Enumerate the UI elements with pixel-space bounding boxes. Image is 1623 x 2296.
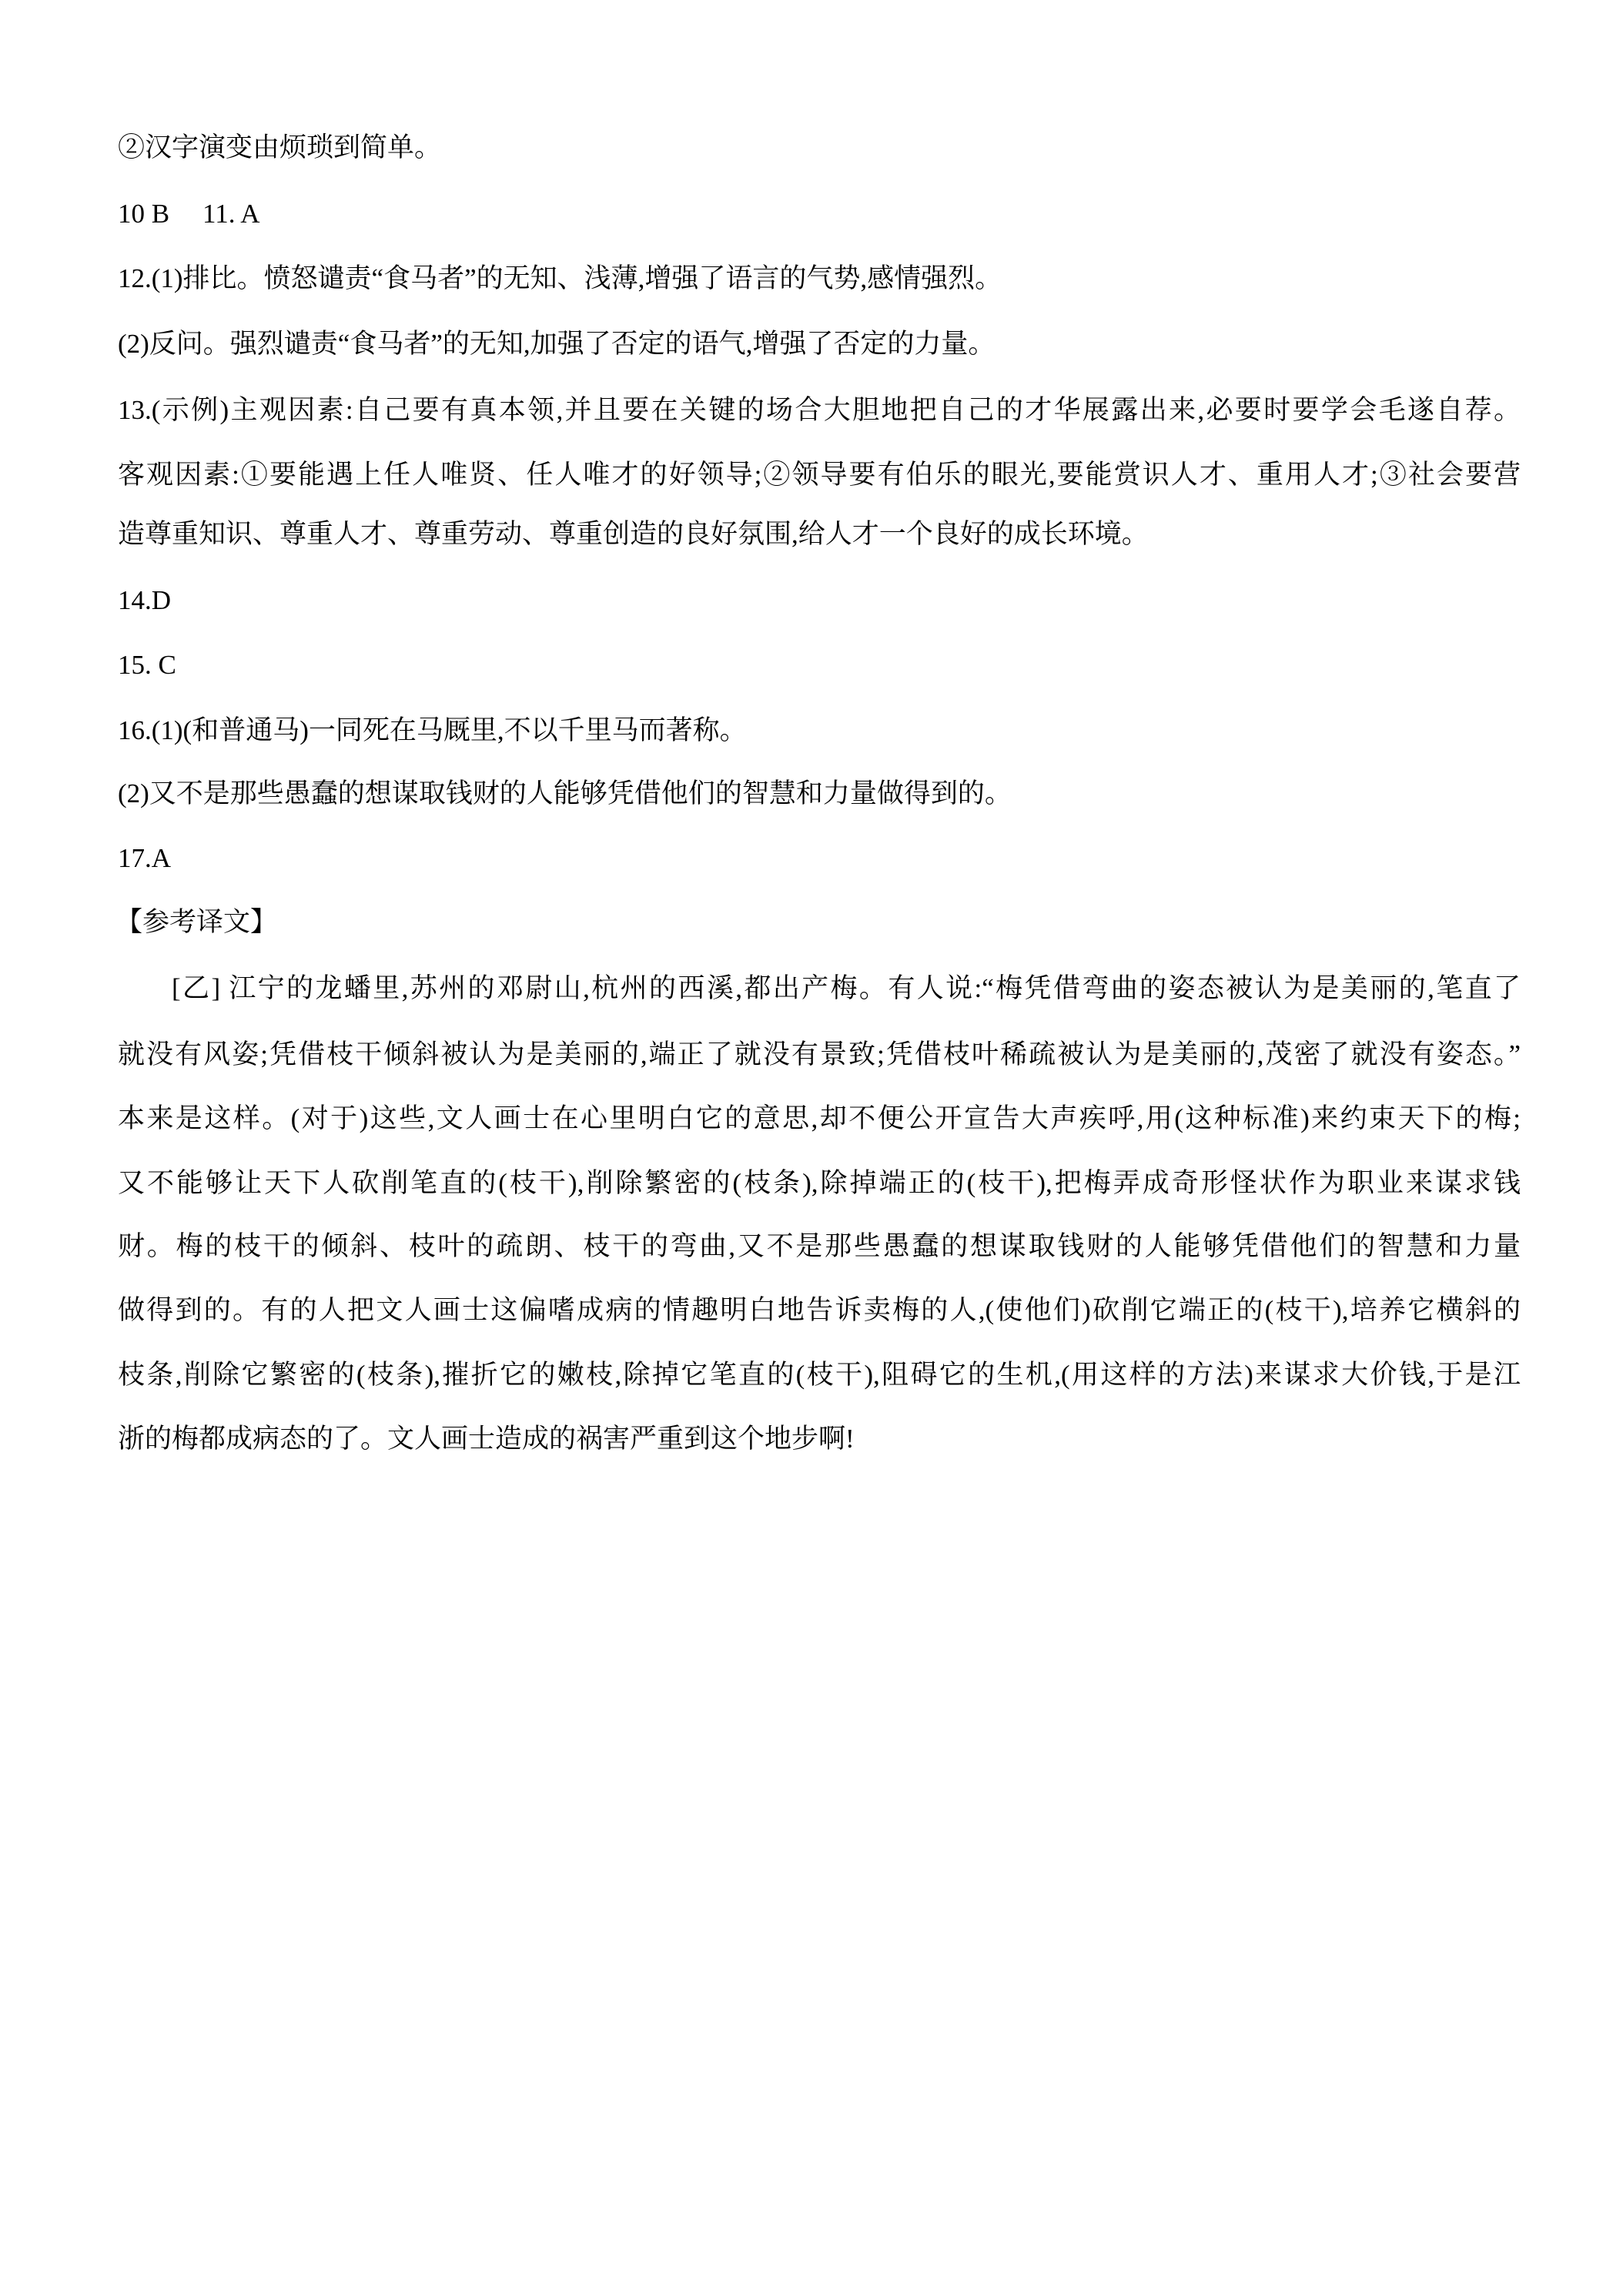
- translation-line: 财。梅的枝干的倾斜、枝叶的疏朗、枝干的弯曲,又不是那些愚蠢的想谋取钱财的人能够凭借他们的智慧和力量: [118, 1231, 1521, 1261]
- answer-10-11-line: [118, 196, 1521, 232]
- answer-carryover-line: ②汉字演变由烦琐到简单。: [118, 132, 442, 162]
- answer-16-1: 16.(1)(和普通马)一同死在马厩里,不以千里马而著称。: [118, 715, 747, 745]
- answer-13-line-3: 造尊重知识、尊重人才、尊重劳动、尊重创造的良好氛围,给人才一个良好的成长环境。: [118, 519, 1149, 549]
- translation-line: 做得到的。有的人把文人画士这偏嗜成病的情趣明白地告诉卖梅的人,(使他们)砍削它端正的(枝干),培养它横斜的: [118, 1295, 1521, 1325]
- translation-line: 本来是这样。(对于)这些,文人画士在心里明白它的意思,却不便公开宣告大声疾呼,用(这种标准)来约束天下的梅;: [118, 1103, 1521, 1133]
- translation-line: 就没有风姿;凭借枝干倾斜被认为是美丽的,端正了就没有景致;凭借枝叶稀疏被认为是美丽的,茂密了就没有姿态。”: [118, 1039, 1521, 1069]
- answer-17: 17.A: [118, 843, 172, 873]
- answer-15: 15. C: [118, 650, 176, 680]
- answer-13-line-1: 13.(示例)主观因素:自己要有真本领,并且要在关键的场合大胆地把自己的才华展露出来,必要时要学会毛遂自荐。: [118, 395, 1521, 425]
- answer-14: 14.D: [118, 585, 172, 615]
- answer-12-2: (2)反问。强烈谴责“食马者”的无知,加强了否定的语气,增强了否定的力量。: [118, 329, 996, 359]
- translation-heading: 【参考译文】: [115, 907, 278, 937]
- answer-11: 11. A: [202, 199, 260, 229]
- answer-12-1: 12.(1)排比。愤怒谴责“食马者”的无知、浅薄,增强了语言的气势,感情强烈。: [118, 263, 1002, 293]
- answer-16-2: (2)又不是那些愚蠢的想谋取钱财的人能够凭借他们的智慧和力量做得到的。: [118, 778, 1012, 808]
- translation-line: 浙的梅都成病态的了。文人画士造成的祸害严重到这个地步啊!: [118, 1424, 855, 1454]
- answer-10: 10 B: [118, 199, 170, 229]
- translation-line: 枝条,削除它繁密的(枝条),摧折它的嫩枝,除掉它笔直的(枝干),阻碍它的生机,(用这样的方法)来谋求大价钱,于是江: [118, 1360, 1521, 1390]
- translation-line: [乙] 江宁的龙蟠里,苏州的邓尉山,杭州的西溪,都出产梅。有人说:“梅凭借弯曲的姿态被认为是美丽的,笔直了: [172, 973, 1521, 1003]
- answer-13-line-2: 客观因素:①要能遇上任人唯贤、任人唯才的好领导;②领导要有伯乐的眼光,要能赏识人才、重用人才;③社会要营: [118, 460, 1521, 490]
- translation-line: 又不能够让天下人砍削笔直的(枝干),削除繁密的(枝条),除掉端正的(枝干),把梅弄成奇形怪状作为职业来谋求钱: [118, 1168, 1521, 1198]
